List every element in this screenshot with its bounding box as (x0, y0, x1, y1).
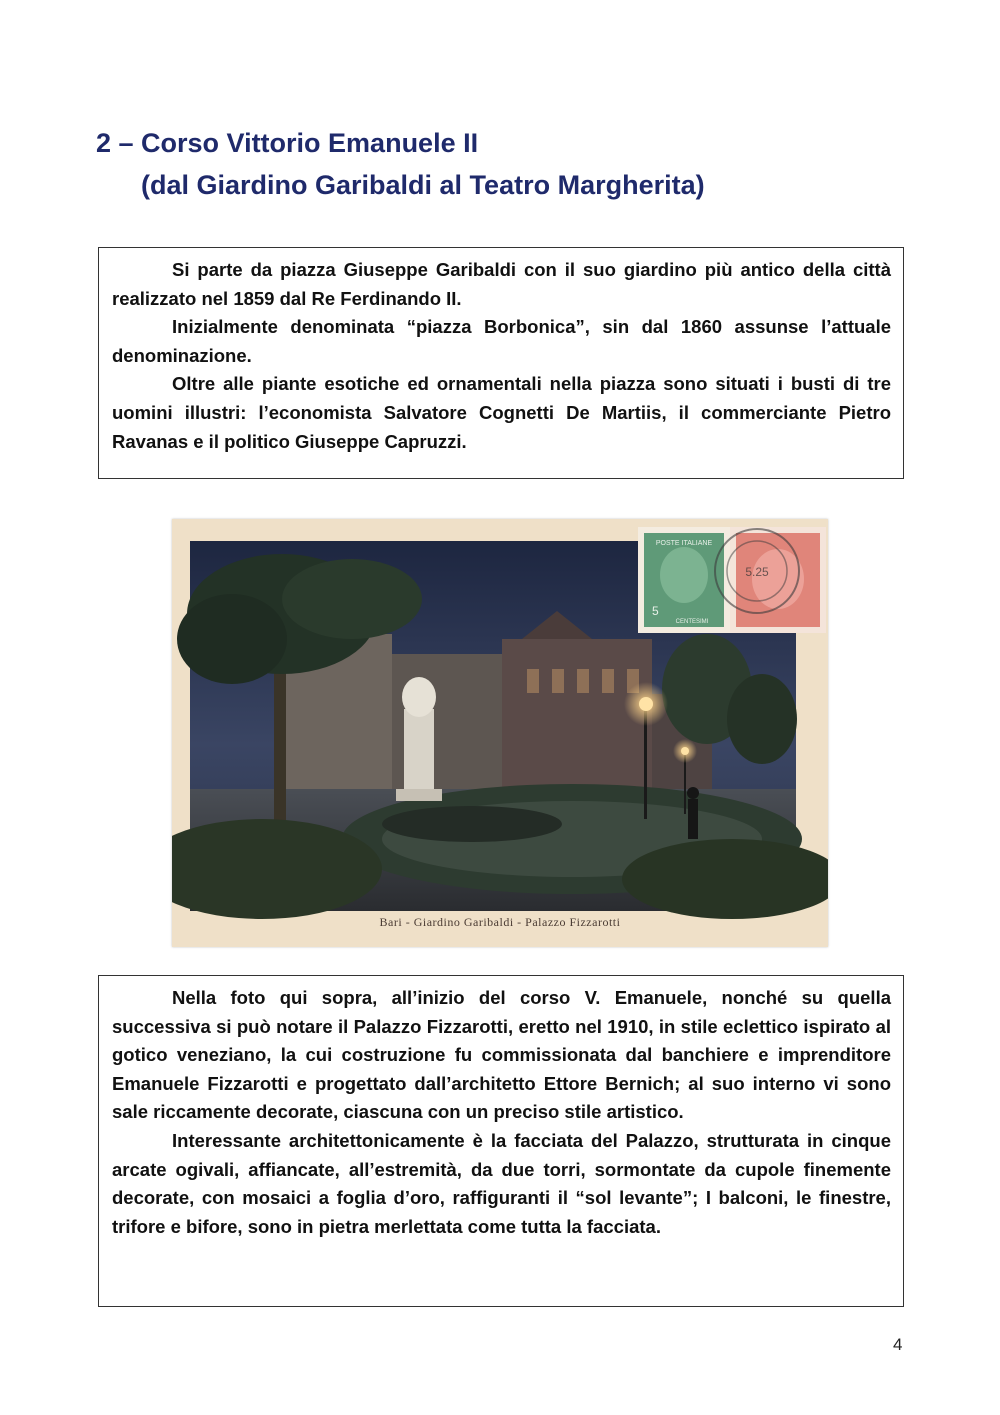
detail-paragraph: Nella foto qui sopra, all’inizio del corso V. Emanuele, nonché su quella successiva si può notare il Palazzo Fizzarotti, eretto nel 1910, in stile eclettico ispirato al gotico veneziano, la cui costruzione fu commissionata dal banchiere e imprenditore Emanuele Fizzarotti e progettato dall’architetto Ettore Bernich; al suo interno vi sono sale riccamente decorate, ciascuna con un preciso stile artistico. (112, 987, 891, 1123)
postmark (715, 529, 799, 613)
section-heading (96, 122, 705, 206)
intro-paragraph: Oltre alle piante esotiche ed ornamentali nella piazza sono situati i busti di tre uomini illustri: l’economista Salvatore Cognetti De Martiis, il commerciante Pietro Ravanas e il politico Giuseppe Capruzzi. (112, 373, 891, 452)
postcard-caption: Bari - Giardino Garibaldi - Palazzo Fizzarotti (379, 915, 621, 929)
intro-text-box (98, 247, 904, 479)
heading-subtitle: (dal Giardino Garibaldi al Teatro Margherita) (141, 170, 705, 200)
vintage-postcard (172, 519, 828, 947)
detail-paragraph: Interessante architettonicamente è la facciata del Palazzo, strutturata in cinque arcate ogivali, affiancate, all’estremità, da due torri, sormontate da cupole finemente decorate, con mosaici a foglia d’oro, raffiguranti il “sol levante”; I balconi, le finestre, trifore e bifore, sono in pietra merlettata come tutta la facciata. (112, 1129, 891, 1237)
stamp-green-text: POSTE ITALIANE (655, 540, 713, 547)
postmark-date: 5.25 (745, 565, 769, 579)
intro-paragraph: Inizialmente denominata “piazza Borbonica”, sin dal 1860 assunse l’attuale denominazione. (112, 316, 891, 366)
red-stamp (730, 527, 826, 633)
intro-paragraph: Si parte da piazza Giuseppe Garibaldi con il suo giardino più antico della città realizzato nel 1859 dal Re Ferdinando II. (112, 259, 891, 309)
heading-title: 2 – Corso Vittorio Emanuele II (96, 128, 479, 158)
stamp-green-label: CENTESIMI (675, 619, 709, 625)
stamp-green-value: 5 (652, 604, 659, 618)
page-number: 4 (893, 1335, 903, 1354)
detail-text-box (98, 975, 904, 1307)
postcard-illustration (172, 519, 828, 947)
